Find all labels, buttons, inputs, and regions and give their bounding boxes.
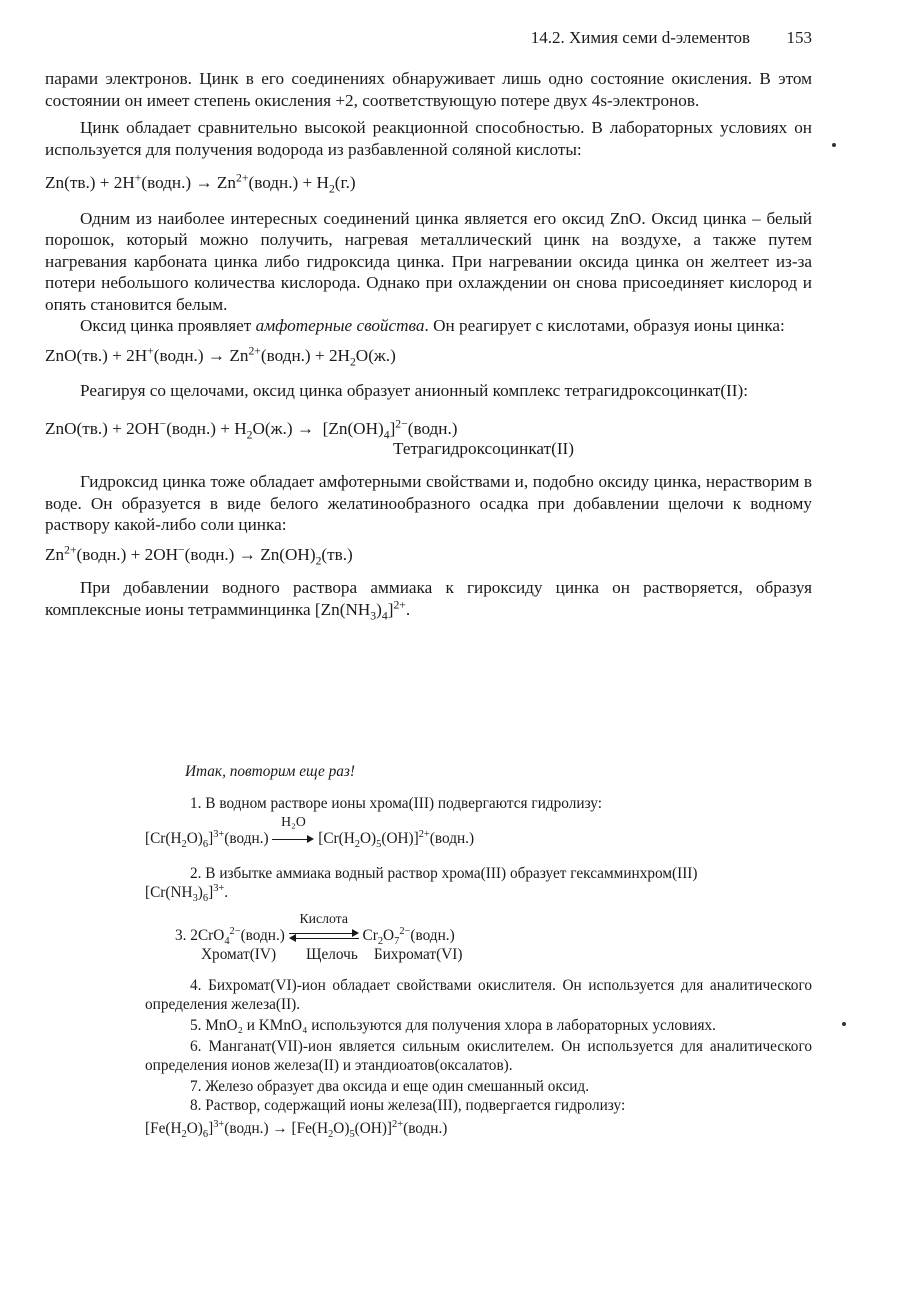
equation-fe-hydrolysis: $[Fe(H_2O)_6]^{3+}(водн.)$ → $[Fe(H_2O)_5(OH)]^{2+}(водн.)$ — [145, 1118, 448, 1141]
running-title: 14.2. Химия семи d-элементов — [530, 28, 750, 47]
summary-item-7: 7. Железо образует два оксида и еще один смешанный оксид. — [190, 1078, 590, 1095]
paragraph: парами электронов. Цинк в его соединениях обнаруживает лишь одно состояние окисления. В этом состоянии он имеет степень окисления +2, соответствующую потере двух 4s-электронов. — [45, 69, 812, 110]
equation-chromate-equilibrium: 3. 2CrO$_4^{2-}$(водн.) Кислота $Cr_2O_7^{2-}(водн.)$ — [175, 911, 455, 948]
equation-caption: Тетрагидроксоцинкат(II) — [392, 439, 574, 458]
summary-heading: Итак, повторим еще раз! — [185, 763, 355, 780]
summary-item-4: 4. Бихромат(VI)-ион обладает свойствами окислителя. Он используется для аналитического определения железа(II). — [145, 977, 812, 1013]
main-text — [45, 68, 812, 620]
summary-item-5: 5. MnO₂ и KMnO₄ используются для получения хлора в лабораторных условиях. — [190, 1017, 716, 1034]
margin-mark — [842, 1022, 846, 1026]
equation-zno-acid: ZnO(тв.) + 2H+(водн.) → $Zn^{2+}(водн.) + 2H_2O(ж.)$ — [45, 343, 396, 368]
paragraph: Цинк обладает сравнительно высокой реакционной способностью. В лабораторных условиях он используется для получения водорода из разбавленной соляной кислоты: — [45, 118, 812, 159]
summary-item-8: 8. Раствор, содержащий ионы железа(III), подвергается гидролизу: — [190, 1097, 626, 1114]
formula-hexammine: $[Cr(NH_3)_6]^{3+}$. — [145, 882, 229, 905]
margin-mark — [832, 143, 836, 147]
paragraph: При добавлении водного раствора аммиака к гироксиду цинка он растворяется, образуя комплексные ионы тетрамминцинка $[Zn(NH_3)_4]^{2+}$. — [45, 578, 812, 622]
arrow-label-acid: Кислота — [299, 911, 348, 926]
paragraph: Гидроксид цинка тоже обладает амфотерными свойствами и, подобно оксиду цинка, нерастворим в воде. Он образуется в виде белого желатинообразного осадка при добавлении щелочи к водному раствору какой-либо соли цинка: — [45, 472, 812, 534]
summary-box — [145, 762, 812, 1141]
equation-zn-hydroxide: $Zn^{2+}(водн.)$ + 2OH−(водн.) → $Zn(OH)_2(тв.)$ — [45, 542, 353, 567]
emphasis: амфотерные свойства — [255, 316, 425, 335]
equation-zno-alkali: ZnO(тв.) + 2OH−(водн.) + $H_2O(ж.)$ → $[Zn(OH)_4]^{2-}(водн.)$ — [45, 416, 458, 441]
equation-labels: Хромат(IV) Щелочь Бихромат(VI) — [201, 946, 463, 963]
summary-item-2: 2. В избытке аммиака водный раствор хрома(III) образует гексамминхром(III) — [190, 865, 698, 882]
equilibrium-arrow — [289, 931, 359, 941]
page-number: 153 — [786, 28, 812, 47]
summary-item-1: 1. В водном растворе ионы хрома(III) подвергаются гидролизу: — [190, 795, 602, 812]
summary-item-6: 6. Манганат(VII)-ион является сильным окислителем. Он используется для аналитического определения ионов железа(II) и этандиоатов(оксалатов). — [145, 1038, 812, 1074]
equation-zn-hcl: Zn(тв.) + 2H+(водн.) → $Zn^{2+}(водн.) + H_2(г.)$ — [45, 171, 356, 196]
arrow-label: H₂O — [281, 814, 306, 829]
paragraph: Реагируя со щелочами, оксид цинка образует анионный комплекс тетрагидроксоцинкат(II): — [80, 381, 749, 400]
reaction-arrow — [272, 834, 314, 844]
equation-cr-hydrolysis: $[Cr(H_2O)_6]^{3+}(водн.)$ H₂O $[Cr(H_2O)_5(OH)]^{2+}(водн.)$ — [145, 814, 475, 851]
paragraph: Одним из наиболее интересных соединений цинка является его оксид ZnO. Оксид цинка – белый порошок, который можно получить, нагревая металлический цинк на воздухе, а также путем нагревания карбоната цинка либо гидроксида цинка. При нагревании оксида цинка он желтеет из-за потери небольшого количества кислорода. Однако при охлаждении он снова присоединяет кислород и опять становится белым. — [45, 208, 812, 314]
paragraph: Оксид цинка проявляет амфотерные свойства. Он реагирует с кислотами, образуя ионы цинка: — [80, 316, 785, 335]
